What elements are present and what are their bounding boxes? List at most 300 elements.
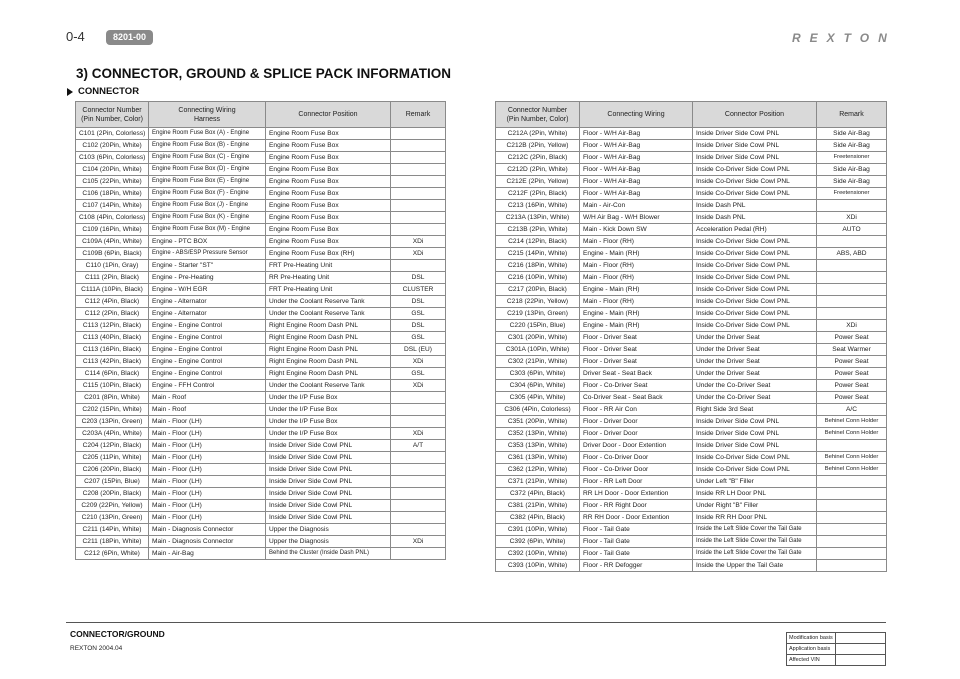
connector-number: C101 (2Pin, Colorless)	[76, 128, 149, 140]
connector-position: Right Engine Room Dash PNL	[266, 320, 391, 332]
table-row	[496, 512, 887, 524]
connector-number: C109 (16Pin, White)	[76, 224, 149, 236]
connecting-wiring: Floor - Driver Door	[580, 428, 693, 440]
connector-position: Right Engine Room Dash PNL	[266, 332, 391, 344]
table-row	[496, 128, 887, 140]
connector-number: C303 (6Pin, White)	[496, 368, 580, 380]
connecting-wiring: Floor - Co-Driver Seat	[580, 380, 693, 392]
connector-number: C109A (4Pin, White)	[76, 236, 149, 248]
connector-position: Inside Driver Side Cowl PNL	[266, 440, 391, 452]
connector-position: Under the Coolant Reserve Tank	[266, 308, 391, 320]
connector-number: C205 (11Pin, White)	[76, 452, 149, 464]
connector-position: Inside Driver Side Cowl PNL	[693, 440, 817, 452]
remark	[391, 416, 446, 428]
remark	[817, 284, 887, 296]
table-row	[496, 548, 887, 560]
connecting-wiring: Floor - RR Air Con	[580, 404, 693, 416]
connector-number: C306 (4Pin, Colorless)	[496, 404, 580, 416]
connector-position: Engine Room Fuse Box	[266, 188, 391, 200]
mod-label: Affected VIN	[787, 655, 836, 666]
connector-number: C382 (4Pin, Black)	[496, 512, 580, 524]
connector-position: Engine Room Fuse Box	[266, 152, 391, 164]
connector-number: C392 (6Pin, White)	[496, 536, 580, 548]
connector-number: C111 (2Pin, Black)	[76, 272, 149, 284]
remark	[391, 140, 446, 152]
connector-number: C113 (42Pin, Black)	[76, 356, 149, 368]
connector-number: C110 (1Pin, Gray)	[76, 260, 149, 272]
connecting-wiring: Main - Floor (RH)	[580, 236, 693, 248]
connecting-wiring: Floor - Co-Driver Door	[580, 452, 693, 464]
connector-position: Inside the Left Slide Cover the Tail Gate	[693, 548, 817, 560]
connector-number: C114 (6Pin, Black)	[76, 368, 149, 380]
connector-position: Inside the Left Slide Cover the Tail Gate	[693, 524, 817, 536]
connector-number: C212C (2Pin, Black)	[496, 152, 580, 164]
connecting-wiring: Engine - Alternator	[149, 308, 266, 320]
table-row	[76, 308, 446, 320]
connecting-wiring: Floor - W/H Air-Bag	[580, 164, 693, 176]
table-row	[496, 392, 887, 404]
connector-position: Inside Co-Driver Side Cowl PNL	[693, 452, 817, 464]
remark	[391, 512, 446, 524]
connecting-wiring: Main - Floor (LH)	[149, 464, 266, 476]
remark: Seat Warmer	[817, 344, 887, 356]
connector-position: Inside Driver Side Cowl PNL	[266, 500, 391, 512]
connector-number: C201 (8Pin, White)	[76, 392, 149, 404]
remark	[817, 200, 887, 212]
connector-position: Inside Dash PNL	[693, 212, 817, 224]
connector-number: C351 (20Pin, White)	[496, 416, 580, 428]
mod-label: Application basis	[787, 644, 836, 655]
connector-number: C107 (14Pin, White)	[76, 200, 149, 212]
connector-position: Right Engine Room Dash PNL	[266, 368, 391, 380]
table-row	[76, 128, 446, 140]
page-title: 3) CONNECTOR, GROUND & SPLICE PACK INFORMATION	[76, 66, 452, 81]
connector-number: C301A (10Pin, White)	[496, 344, 580, 356]
table-row	[76, 164, 446, 176]
table-row	[496, 428, 887, 440]
table-row	[496, 296, 887, 308]
connecting-wiring: Engine Room Fuse Box (M) - Engine	[149, 224, 266, 236]
connector-position: Inside RR RH Door PNL	[693, 512, 817, 524]
connector-position: Inside Co-Driver Side Cowl PNL	[693, 188, 817, 200]
connector-position: Inside Co-Driver Side Cowl PNL	[693, 320, 817, 332]
table-row	[76, 416, 446, 428]
connector-number: C353 (13Pin, White)	[496, 440, 580, 452]
connecting-wiring: Engine - Engine Control	[149, 344, 266, 356]
connector-position: Inside Driver Side Cowl PNL	[693, 416, 817, 428]
connecting-wiring: Main - Floor (LH)	[149, 512, 266, 524]
connector-number: C304 (6Pin, White)	[496, 380, 580, 392]
table-row	[496, 212, 887, 224]
connector-number: C112 (2Pin, Black)	[76, 308, 149, 320]
column-header: Connecting Wiring Harness	[149, 102, 266, 128]
connector-number: C211 (18Pin, White)	[76, 536, 149, 548]
table-row	[496, 188, 887, 200]
connector-position: Under Right "B" Filler	[693, 500, 817, 512]
connector-position: Under the Coolant Reserve Tank	[266, 296, 391, 308]
connector-position: Inside the Upper the Tail Gate	[693, 560, 817, 572]
connecting-wiring: Main - Air-Con	[580, 200, 693, 212]
remark: DSL	[391, 320, 446, 332]
table-row	[76, 344, 446, 356]
modification-box	[786, 632, 886, 666]
connector-position: Engine Room Fuse Box	[266, 140, 391, 152]
connector-position: Under the Driver Seat	[693, 368, 817, 380]
remark: DSL	[391, 296, 446, 308]
connector-number: C212D (2Pin, White)	[496, 164, 580, 176]
table-row	[496, 200, 887, 212]
remark	[817, 476, 887, 488]
connecting-wiring: Engine Room Fuse Box (B) - Engine	[149, 140, 266, 152]
table-row	[496, 224, 887, 236]
connector-number: C212B (2Pin, Yellow)	[496, 140, 580, 152]
connecting-wiring: Floor - W/H Air-Bag	[580, 152, 693, 164]
column-header: Connector Number (Pin Number, Color)	[496, 102, 580, 128]
remark	[391, 212, 446, 224]
remark: Power Seat	[817, 392, 887, 404]
table-row	[496, 476, 887, 488]
remark	[817, 488, 887, 500]
connecting-wiring: Driver Seat - Seat Back	[580, 368, 693, 380]
connector-position: Engine Room Fuse Box	[266, 176, 391, 188]
remark: ABS, ABD	[817, 248, 887, 260]
connector-number: C391 (10Pin, White)	[496, 524, 580, 536]
table-row	[496, 320, 887, 332]
connector-position: Inside Co-Driver Side Cowl PNL	[693, 248, 817, 260]
connector-number: C113 (40Pin, Black)	[76, 332, 149, 344]
connector-number: C203A (4Pin, White)	[76, 428, 149, 440]
table-row	[76, 272, 446, 284]
remark	[391, 500, 446, 512]
mod-value	[835, 655, 885, 666]
table-row	[496, 308, 887, 320]
connector-position: Inside RR LH Door PNL	[693, 488, 817, 500]
remark: XDi	[391, 248, 446, 260]
connecting-wiring: Engine - Main (RH)	[580, 308, 693, 320]
table-row	[496, 272, 887, 284]
table-row	[496, 560, 887, 572]
connecting-wiring: Engine Room Fuse Box (D) - Engine	[149, 164, 266, 176]
connector-number: C113 (12Pin, Black)	[76, 320, 149, 332]
connector-position: Inside Driver Side Cowl PNL	[266, 476, 391, 488]
remark	[391, 476, 446, 488]
remark: Freetensioner	[817, 152, 887, 164]
column-header: Connecting Wiring	[580, 102, 693, 128]
connecting-wiring: Co-Driver Seat - Seat Back	[580, 392, 693, 404]
remark	[391, 188, 446, 200]
table-row	[496, 452, 887, 464]
remark	[391, 548, 446, 560]
connector-number: C212A (2Pin, White)	[496, 128, 580, 140]
connector-number: C106 (18Pin, White)	[76, 188, 149, 200]
remark	[391, 128, 446, 140]
table-row	[496, 536, 887, 548]
footer-section: CONNECTOR/GROUND	[70, 629, 165, 639]
connecting-wiring: Floor - W/H Air-Bag	[580, 128, 693, 140]
connector-number: C103 (6Pin, Colorless)	[76, 152, 149, 164]
remark	[817, 296, 887, 308]
connector-number: C213B (2Pin, White)	[496, 224, 580, 236]
table-row	[76, 212, 446, 224]
table-row	[76, 548, 446, 560]
remark: XDi	[391, 236, 446, 248]
table-row	[496, 344, 887, 356]
connector-position: Inside Co-Driver Side Cowl PNL	[693, 236, 817, 248]
connecting-wiring: Engine - Engine Control	[149, 368, 266, 380]
table-row	[76, 404, 446, 416]
connector-position: Inside Driver Side Cowl PNL	[693, 152, 817, 164]
table-row	[76, 296, 446, 308]
table-row	[76, 464, 446, 476]
connector-number: C113 (16Pin, Black)	[76, 344, 149, 356]
table-row	[76, 176, 446, 188]
remark: XDi	[391, 380, 446, 392]
table-row	[496, 332, 887, 344]
connector-position: Behind the Cluster (Inside Dash PNL)	[266, 548, 391, 560]
connector-number: C212E (2Pin, Yellow)	[496, 176, 580, 188]
connecting-wiring: Engine Room Fuse Box (J) - Engine	[149, 200, 266, 212]
remark: XDi	[817, 212, 887, 224]
connector-position: Engine Room Fuse Box	[266, 212, 391, 224]
connecting-wiring: Main - Floor (LH)	[149, 488, 266, 500]
remark: GSL	[391, 332, 446, 344]
table-row	[496, 164, 887, 176]
connecting-wiring: Main - Diagnosis Connector	[149, 536, 266, 548]
connector-number: C203 (13Pin, Green)	[76, 416, 149, 428]
table-row	[496, 260, 887, 272]
remark: Power Seat	[817, 368, 887, 380]
footer-model: REXTON 2004.04	[70, 645, 123, 652]
table-row	[76, 188, 446, 200]
table-row	[496, 140, 887, 152]
remark: Power Seat	[817, 380, 887, 392]
connector-number: C206 (20Pin, Black)	[76, 464, 149, 476]
connecting-wiring: Floor - RR Right Door	[580, 500, 693, 512]
connecting-wiring: Main - Floor (RH)	[580, 272, 693, 284]
table-row	[76, 248, 446, 260]
table-row	[496, 404, 887, 416]
connecting-wiring: Floor - W/H Air-Bag	[580, 140, 693, 152]
table-row	[496, 152, 887, 164]
connector-number: C361 (13Pin, White)	[496, 452, 580, 464]
mod-value	[835, 644, 885, 655]
remark	[817, 260, 887, 272]
connector-table-right	[495, 101, 887, 572]
connecting-wiring: Engine - Main (RH)	[580, 320, 693, 332]
connecting-wiring: Main - Roof	[149, 392, 266, 404]
column-header: Connector Number (Pin Number, Color)	[76, 102, 149, 128]
connector-position: Inside Driver Side Cowl PNL	[266, 488, 391, 500]
connector-number: C217 (20Pin, Black)	[496, 284, 580, 296]
table-row	[76, 488, 446, 500]
remark	[391, 152, 446, 164]
column-header: Connector Position	[693, 102, 817, 128]
remark: Side Air-Bag	[817, 176, 887, 188]
remark	[817, 548, 887, 560]
table-row	[76, 140, 446, 152]
connector-number: C212F (2Pin, Black)	[496, 188, 580, 200]
table-row	[496, 356, 887, 368]
remark	[391, 224, 446, 236]
table-row	[76, 224, 446, 236]
connector-number: C204 (12Pin, Black)	[76, 440, 149, 452]
connecting-wiring: Floor - RR Left Door	[580, 476, 693, 488]
connecting-wiring: Engine Room Fuse Box (K) - Engine	[149, 212, 266, 224]
connecting-wiring: RR RH Door - Door Extention	[580, 512, 693, 524]
subtitle-text: CONNECTOR	[78, 86, 140, 97]
table-row	[76, 440, 446, 452]
remark: XDi	[391, 356, 446, 368]
connector-position: Under the I/P Fuse Box	[266, 416, 391, 428]
connecting-wiring: Engine - Main (RH)	[580, 248, 693, 260]
connecting-wiring: Main - Diagnosis Connector	[149, 524, 266, 536]
connector-number: C381 (21Pin, White)	[496, 500, 580, 512]
connector-position: Engine Room Fuse Box (RH)	[266, 248, 391, 260]
connector-position: Inside Co-Driver Side Cowl PNL	[693, 284, 817, 296]
column-header: Remark	[391, 102, 446, 128]
connector-number: C108 (4Pin, Colorless)	[76, 212, 149, 224]
remark: CLUSTER	[391, 284, 446, 296]
connector-number: C219 (13Pin, Green)	[496, 308, 580, 320]
remark: A/C	[817, 404, 887, 416]
table-row	[76, 452, 446, 464]
remark: Power Seat	[817, 332, 887, 344]
connecting-wiring: RR LH Door - Door Extention	[580, 488, 693, 500]
remark: A/T	[391, 440, 446, 452]
table-row	[76, 500, 446, 512]
table-row	[76, 236, 446, 248]
remark	[817, 500, 887, 512]
remark	[817, 524, 887, 536]
connector-number: C208 (20Pin, Black)	[76, 488, 149, 500]
connecting-wiring: Engine - PTC BOX	[149, 236, 266, 248]
table-row	[76, 380, 446, 392]
remark	[391, 260, 446, 272]
connecting-wiring: Main - Floor (LH)	[149, 476, 266, 488]
remark: XDi	[391, 428, 446, 440]
remark	[817, 512, 887, 524]
connecting-wiring: Engine - Main (RH)	[580, 284, 693, 296]
remark	[391, 164, 446, 176]
connecting-wiring: Main - Floor (LH)	[149, 416, 266, 428]
connector-number: C393 (10Pin, White)	[496, 560, 580, 572]
connector-position: Engine Room Fuse Box	[266, 224, 391, 236]
connector-number: C372 (4Pin, Black)	[496, 488, 580, 500]
connector-position: Upper the Diagnosis	[266, 524, 391, 536]
connector-position: Inside Co-Driver Side Cowl PNL	[693, 164, 817, 176]
connector-position: Inside Driver Side Cowl PNL	[693, 140, 817, 152]
connecting-wiring: Main - Kick Down SW	[580, 224, 693, 236]
remark: Behinel Conn Holder	[817, 452, 887, 464]
connector-position: Inside Driver Side Cowl PNL	[693, 428, 817, 440]
remark	[817, 272, 887, 284]
remark: Behinel Conn Holder	[817, 428, 887, 440]
table-row	[76, 200, 446, 212]
table-row	[76, 512, 446, 524]
connecting-wiring: Engine - Engine Control	[149, 356, 266, 368]
table-row	[496, 500, 887, 512]
connector-number: C302 (21Pin, White)	[496, 356, 580, 368]
connector-position: Inside the Left Slide Cover the Tail Gate	[693, 536, 817, 548]
remark: Behinel Conn Holder	[817, 416, 887, 428]
connector-position: Engine Room Fuse Box	[266, 164, 391, 176]
connector-number: C392 (10Pin, White)	[496, 548, 580, 560]
connecting-wiring: Engine - Engine Control	[149, 320, 266, 332]
remark	[391, 200, 446, 212]
connector-position: Inside Co-Driver Side Cowl PNL	[693, 260, 817, 272]
connector-position: Right Side 3rd Seat	[693, 404, 817, 416]
connecting-wiring: Engine - FFH Control	[149, 380, 266, 392]
remark	[817, 236, 887, 248]
table-row	[76, 368, 446, 380]
connecting-wiring: Engine Room Fuse Box (F) - Engine	[149, 188, 266, 200]
table-row	[496, 368, 887, 380]
connecting-wiring: Engine - Pre-Heating	[149, 272, 266, 284]
connector-position: Under the Coolant Reserve Tank	[266, 380, 391, 392]
connecting-wiring: Main - Floor (LH)	[149, 428, 266, 440]
remark	[817, 308, 887, 320]
table-row	[76, 476, 446, 488]
connecting-wiring: Floor - Tail Gate	[580, 524, 693, 536]
table-row	[76, 356, 446, 368]
connector-number: C111A (10Pin, Black)	[76, 284, 149, 296]
connector-number: C112 (4Pin, Black)	[76, 296, 149, 308]
remark	[817, 536, 887, 548]
connector-number: C352 (13Pin, White)	[496, 428, 580, 440]
connector-number: C305 (4Pin, White)	[496, 392, 580, 404]
connector-position: Engine Room Fuse Box	[266, 236, 391, 248]
connector-position: Inside Driver Side Cowl PNL	[693, 128, 817, 140]
remark: GSL	[391, 368, 446, 380]
connecting-wiring: Main - Air-Bag	[149, 548, 266, 560]
remark: Power Seat	[817, 356, 887, 368]
table-row	[76, 524, 446, 536]
table-row	[496, 524, 887, 536]
connecting-wiring: Engine Room Fuse Box (A) - Engine	[149, 128, 266, 140]
connector-number: C210 (13Pin, Green)	[76, 512, 149, 524]
remark	[817, 560, 887, 572]
remark: AUTO	[817, 224, 887, 236]
connector-number: C213A (13Pin, White)	[496, 212, 580, 224]
connector-position: Right Engine Room Dash PNL	[266, 344, 391, 356]
connector-position: Acceleration Pedal (RH)	[693, 224, 817, 236]
connector-position: Under Left "B" Filler	[693, 476, 817, 488]
remark: DSL (EU)	[391, 344, 446, 356]
connecting-wiring: Engine - W/H EGR	[149, 284, 266, 296]
connector-position: Under the I/P Fuse Box	[266, 428, 391, 440]
table-row	[76, 428, 446, 440]
table-row	[496, 440, 887, 452]
connecting-wiring: Main - Floor (RH)	[580, 260, 693, 272]
connector-position: FRT Pre-Heating Unit	[266, 284, 391, 296]
connector-number: C214 (12Pin, Black)	[496, 236, 580, 248]
connector-number: C220 (15Pin, Blue)	[496, 320, 580, 332]
connecting-wiring: Floor - W/H Air-Bag	[580, 188, 693, 200]
connecting-wiring: Floor - Driver Seat	[580, 344, 693, 356]
remark	[391, 404, 446, 416]
remark	[391, 392, 446, 404]
connector-position: Engine Room Fuse Box	[266, 200, 391, 212]
connecting-wiring: Floor - Driver Seat	[580, 356, 693, 368]
connector-table-left	[75, 101, 446, 560]
remark: XDi	[817, 320, 887, 332]
table-row	[496, 236, 887, 248]
connector-number: C218 (22Pin, Yellow)	[496, 296, 580, 308]
page-number: 0-4	[66, 29, 85, 44]
connector-position: Under the Driver Seat	[693, 332, 817, 344]
connecting-wiring: Main - Floor (LH)	[149, 500, 266, 512]
remark: DSL	[391, 272, 446, 284]
